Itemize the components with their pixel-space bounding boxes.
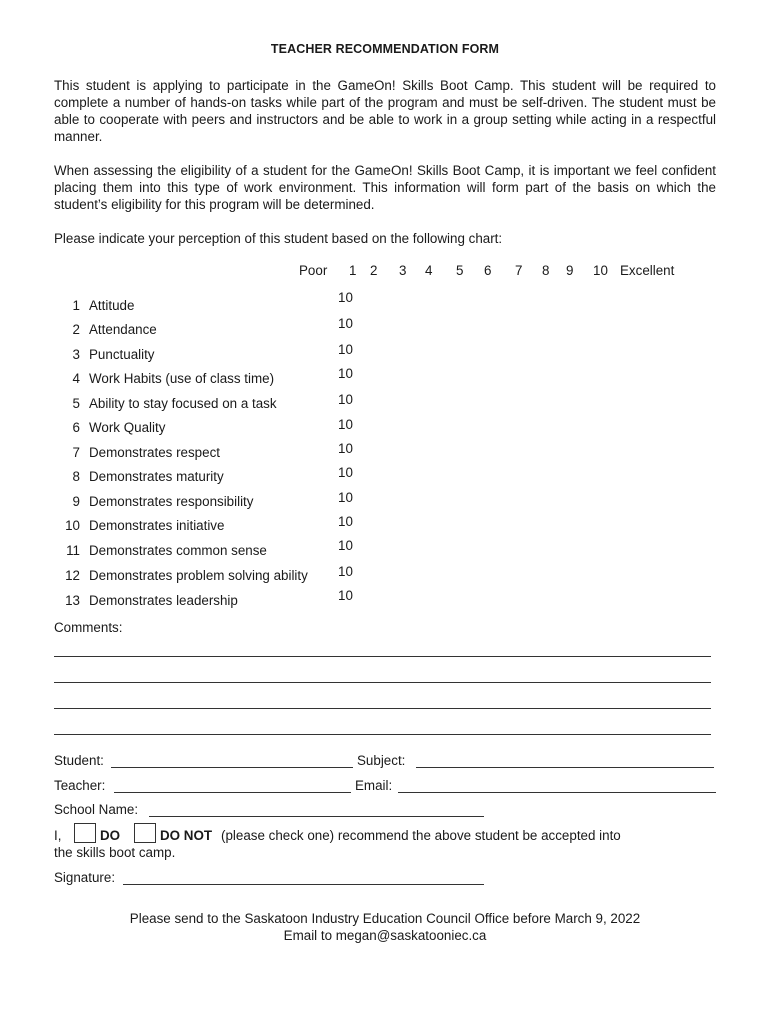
rating-value[interactable]: 10	[338, 392, 353, 407]
scale-point-5: 5	[456, 263, 464, 278]
comments-label: Comments:	[54, 620, 123, 635]
rating-value[interactable]: 10	[338, 564, 353, 579]
criterion-number: 8	[72, 469, 80, 484]
criterion-label: Work Habits (use of class time)	[89, 371, 275, 386]
instructions-paragraph: Please indicate your perception of this student based on the following chart:	[54, 231, 503, 246]
rating-row	[0, 538, 770, 563]
rating-row	[0, 417, 770, 440]
rating-row	[0, 490, 770, 514]
comment-line-1[interactable]	[54, 656, 711, 657]
scale-point-7: 7	[515, 263, 523, 278]
criterion-label: Demonstrates initiative	[89, 518, 225, 533]
scale-point-9: 9	[566, 263, 574, 278]
criterion-label: Ability to stay focused on a task	[89, 396, 277, 411]
rating-row	[0, 342, 770, 366]
comment-line-2[interactable]	[54, 682, 711, 683]
eligibility-paragraph: When assessing the eligibility of a student for the GameOn! Skills Boot Camp, it is important we feel confident placing them into this type of work environment. This information will form part of the basis on which the student’s eligibility for this program will be determined.	[54, 163, 716, 212]
criterion-number: 12	[65, 568, 80, 583]
recommend-statement-cont: the skills boot camp.	[54, 845, 176, 860]
criterion-number: 5	[72, 396, 80, 411]
rating-value[interactable]: 10	[338, 290, 353, 305]
rating-value[interactable]: 10	[338, 588, 353, 603]
comment-line-4[interactable]	[54, 734, 711, 735]
scale-point-6: 6	[484, 263, 492, 278]
teacher-field[interactable]	[114, 792, 351, 793]
criterion-number: 9	[72, 494, 80, 509]
criterion-number: 7	[72, 445, 80, 460]
do-not-label: DO NOT	[160, 828, 213, 843]
criterion-label: Work Quality	[89, 420, 166, 435]
scale-point-1: 1	[349, 263, 357, 278]
criterion-number: 4	[72, 371, 80, 386]
rating-row	[0, 366, 770, 390]
email-field[interactable]	[398, 792, 716, 793]
rating-value[interactable]: 10	[338, 441, 353, 456]
rating-value[interactable]: 10	[338, 465, 353, 480]
rating-row	[0, 441, 770, 465]
rating-row	[0, 514, 770, 538]
criterion-label: Demonstrates common sense	[89, 543, 267, 558]
recommend-statement: (please check one) recommend the above student be accepted into	[221, 828, 621, 843]
criterion-number: 6	[72, 420, 80, 435]
criterion-label: Demonstrates leadership	[89, 593, 238, 608]
do-not-checkbox[interactable]	[134, 823, 156, 843]
student-field[interactable]	[111, 767, 353, 768]
criterion-number: 13	[65, 593, 80, 608]
signature-field[interactable]	[123, 884, 484, 885]
do-checkbox[interactable]	[74, 823, 96, 843]
rating-value[interactable]: 10	[338, 316, 353, 331]
rating-row	[0, 316, 770, 341]
intro-paragraph: This student is applying to participate in the GameOn! Skills Boot Camp. This student will be required to complete a number of hands-on tasks while part of the program and must be self-driven. The student must be able to cooperate with peers and instructors and be able to work in a group setting while acting in a respectful manner.	[54, 78, 716, 144]
teacher-label: Teacher:	[54, 778, 106, 793]
rating-row	[0, 564, 770, 588]
student-label: Student:	[54, 753, 104, 768]
submission-email: Email to megan@saskatooniec.ca	[283, 928, 487, 943]
criterion-number: 3	[72, 347, 80, 362]
school-name-field[interactable]	[149, 816, 484, 817]
rating-row	[0, 290, 770, 317]
criterion-number: 10	[65, 518, 80, 533]
criterion-number: 2	[72, 322, 80, 337]
criterion-label: Demonstrates responsibility	[89, 494, 254, 509]
recommend-prefix: I,	[54, 828, 62, 843]
scale-low-label: Poor	[299, 263, 328, 278]
school-name-label: School Name:	[54, 802, 139, 817]
rating-row	[0, 588, 770, 613]
rating-value[interactable]: 10	[338, 417, 353, 432]
signature-label: Signature:	[54, 870, 116, 885]
comment-line-3[interactable]	[54, 708, 711, 709]
rating-value[interactable]: 10	[338, 490, 353, 505]
scale-point-4: 4	[425, 263, 433, 278]
criterion-label: Attitude	[89, 298, 135, 313]
scale-high-label: Excellent	[620, 263, 675, 278]
criterion-label: Demonstrates respect	[89, 445, 220, 460]
subject-field[interactable]	[416, 767, 714, 768]
criterion-label: Punctuality	[89, 347, 155, 362]
criterion-label: Demonstrates problem solving ability	[89, 568, 308, 583]
scale-point-2: 2	[370, 263, 378, 278]
criterion-number: 11	[66, 543, 80, 558]
scale-point-10: 10	[593, 263, 608, 278]
rating-value[interactable]: 10	[338, 538, 353, 553]
subject-label: Subject:	[357, 753, 406, 768]
criterion-number: 1	[72, 298, 80, 313]
scale-point-8: 8	[542, 263, 550, 278]
do-label: DO	[100, 828, 121, 843]
rating-row	[0, 392, 770, 415]
rating-value[interactable]: 10	[338, 514, 353, 529]
form-title: TEACHER RECOMMENDATION FORM	[270, 42, 500, 56]
rating-value[interactable]: 10	[338, 342, 353, 357]
rating-row	[0, 465, 770, 489]
email-label: Email:	[355, 778, 393, 793]
scale-point-3: 3	[399, 263, 407, 278]
rating-value[interactable]: 10	[338, 366, 353, 381]
criterion-label: Demonstrates maturity	[89, 469, 224, 484]
submission-instructions: Please send to the Saskatoon Industry Education Council Office before March 9, 2022	[129, 911, 641, 926]
criterion-label: Attendance	[89, 322, 157, 337]
